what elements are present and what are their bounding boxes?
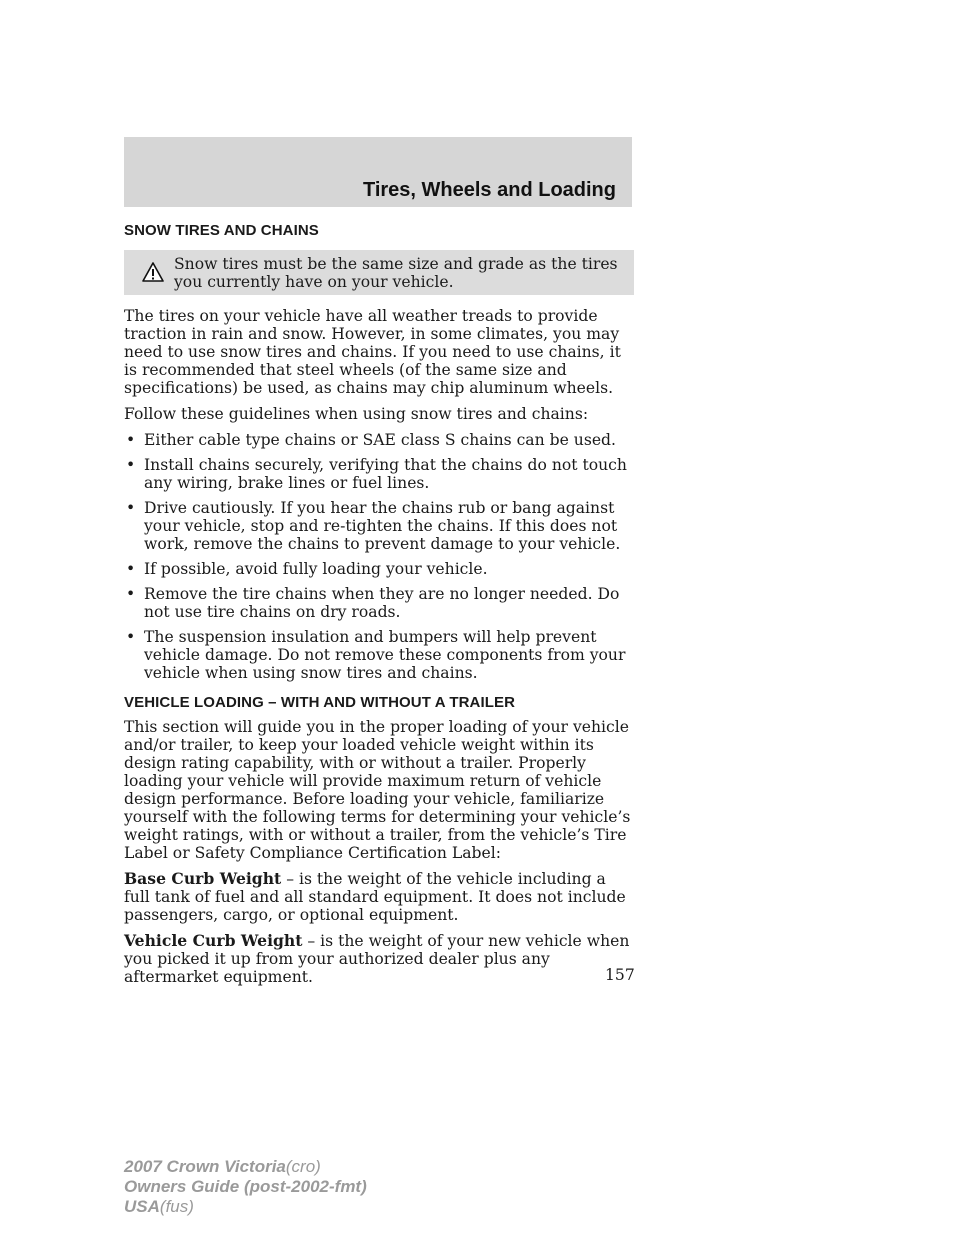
section-heading-snow-tires: SNOW TIRES AND CHAINS xyxy=(124,222,319,239)
page-number: 157 xyxy=(605,966,635,984)
footer-line: USA(fus) xyxy=(124,1197,194,1216)
term-definition xyxy=(124,932,634,986)
guideline-list xyxy=(124,431,634,682)
bullet-icon: • xyxy=(126,628,136,646)
list-item: • If possible, avoid fully loading your vehicle. xyxy=(126,560,488,578)
term-name: Base Curb Weight xyxy=(124,869,282,888)
warning-box xyxy=(124,250,634,295)
list-item: • Install chains securely, verifying that the chains do not touch any wiring, brake lines or fuel lines. xyxy=(126,456,627,492)
footer-line: Owners Guide (post-2002-fmt) xyxy=(124,1177,367,1196)
term-text: – is the weight of your new vehicle when you picked it up from your authorized dealer plus any aftermarket equipment. xyxy=(124,932,630,986)
bullet-icon: • xyxy=(126,560,136,578)
paragraph: This section will guide you in the proper loading of your vehicle and/or trailer, to keep your loaded vehicle weight within its design rating capability, with or without a trailer. Properly loading your vehicle will provide maximum return of vehicle design performance. Before loading your vehicle, familiarize yourself with the following terms for determining your vehicle’s weight ratings, with or without a trailer, from the vehicle’s Tire Label or Safety Compliance Certification Label: xyxy=(124,718,631,862)
bullet-icon: • xyxy=(126,456,136,474)
chapter-title: Tires, Wheels and Loading xyxy=(362,179,616,201)
page-content xyxy=(124,222,634,994)
list-item: • Remove the tire chains when they are no longer needed. Do not use tire chains on dry roads. xyxy=(126,585,620,621)
list-item: • Drive cautiously. If you hear the chains rub or bang against your vehicle, stop and re-tighten the chains. If this does not work, remove the chains to prevent damage to your vehicle. xyxy=(126,499,621,553)
bullet-icon: • xyxy=(126,585,136,603)
term-text: – is the weight of the vehicle including a full tank of fuel and all standard equipment. It does not include passengers, cargo, or optional equipment. xyxy=(124,870,626,924)
list-item: • Either cable type chains or SAE class S chains can be used. xyxy=(126,431,616,449)
term-name: Vehicle Curb Weight xyxy=(124,931,303,950)
paragraph: The tires on your vehicle have all weather treads to provide traction in rain and snow. However, in some climates, you may need to use snow tires and chains. If you need to use chains, it is recommended that steel wheels (of the same size and specifications) be used, as chains may chip aluminum wheels. xyxy=(124,307,621,397)
chapter-header xyxy=(124,137,632,207)
bullet-icon: • xyxy=(126,431,136,449)
bullet-icon: • xyxy=(126,499,136,517)
footer-line: 2007 Crown Victoria(cro) xyxy=(124,1157,321,1176)
term-definition xyxy=(124,870,634,924)
section-heading-vehicle-loading: VEHICLE LOADING – WITH AND WITHOUT A TRAILER xyxy=(124,694,516,711)
paragraph: Follow these guidelines when using snow tires and chains: xyxy=(124,405,589,423)
list-item: • The suspension insulation and bumpers will help prevent vehicle damage. Do not remove these components from your vehicle when using snow tires and chains. xyxy=(126,628,626,682)
document-footer xyxy=(124,1157,367,1217)
warning-text: Snow tires must be the same size and grade as the tires you currently have on your vehicle. xyxy=(174,255,618,291)
warning-triangle-icon xyxy=(142,262,164,282)
